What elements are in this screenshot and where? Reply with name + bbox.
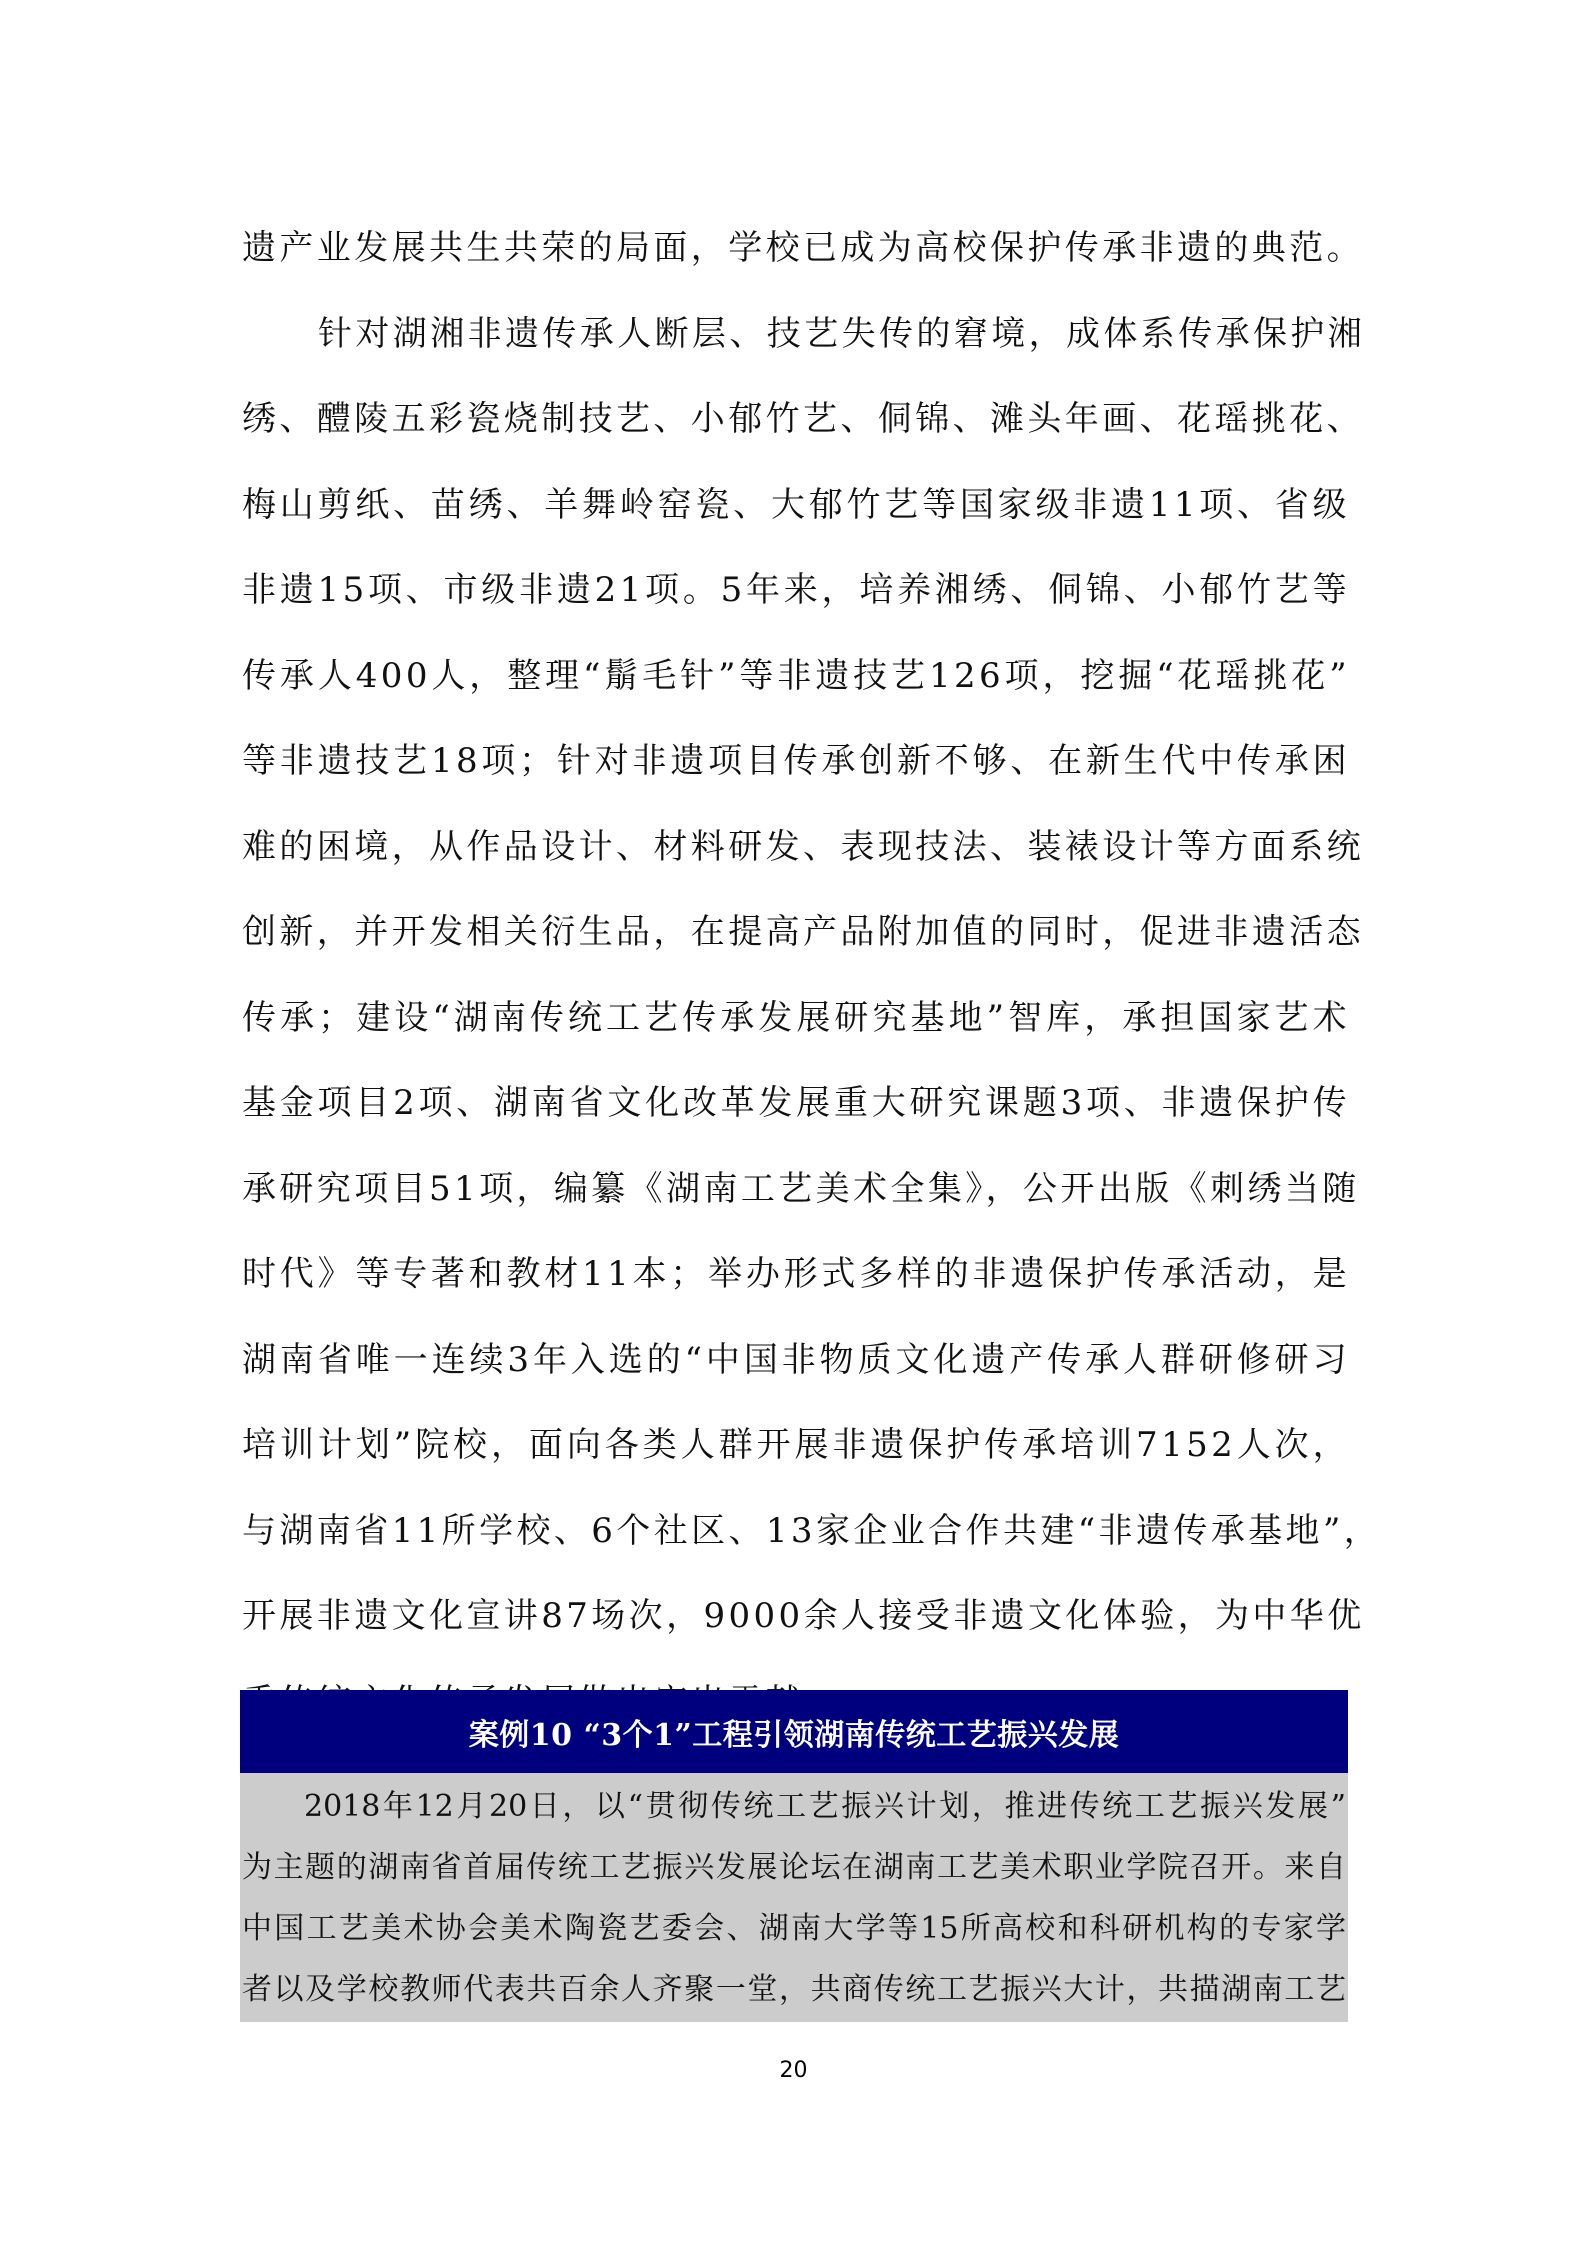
paragraph-line: 培训计划”院校，面向各类人群开展非遗保护传承培训7152人次， bbox=[242, 1425, 1350, 1465]
case-line: 中国工艺美术协会美术陶瓷艺委会、湖南大学等15所高校和科研机构的专家学 bbox=[242, 1911, 1346, 1946]
paragraph-line: 创新，并开发相关衍生品，在提高产品附加值的同时，促进非遗活态 bbox=[242, 912, 1364, 952]
case-line: 为主题的湖南省首届传统工艺振兴发展论坛在湖南工艺美术职业学院召开。来自 bbox=[242, 1850, 1346, 1885]
paragraph-line: 承研究项目51项，编纂《湖南工艺美术全集》，公开出版《刺绣当随 bbox=[242, 1168, 1360, 1209]
paragraph-line: 绣、醴陵五彩瓷烧制技艺、小郁竹艺、侗锦、滩头年画、花瑶挑花、 bbox=[242, 399, 1364, 439]
case-title-banner bbox=[240, 1690, 1348, 1773]
paragraph-line: 传承；建设“湖南传统工艺传承发展研究基地”智库，承担国家艺术 bbox=[242, 997, 1350, 1038]
paragraph-line: 遗产业发展共生共荣的局面，学校已成为高校保护传承非遗的典范。 bbox=[242, 228, 1364, 268]
paragraph-line: 针对湖湘非遗传承人断层、技艺失传的窘境，成体系传承保护湘 bbox=[318, 313, 1366, 354]
paragraph-line: 时代》等专著和教材11本；举办形式多样的非遗保护传承活动，是 bbox=[242, 1254, 1350, 1294]
paragraph-line: 与湖南省11所学校、6个社区、13家企业合作共建“非遗传承基地”， bbox=[242, 1510, 1382, 1551]
case-title: 案例10 “3个1”工程引领湖南传统工艺振兴发展 bbox=[468, 1717, 1120, 1753]
paragraph-line: 难的困境，从作品设计、材料研发、表现技法、装裱设计等方面系统 bbox=[242, 826, 1364, 867]
paragraph-line: 等非遗技艺18项；针对非遗项目传承创新不够、在新生代中传承困 bbox=[242, 741, 1350, 781]
paragraph-line: 基金项目2项、湖南省文化改革发展重大研究课题3项、非遗保护传 bbox=[242, 1083, 1350, 1123]
paragraph-line: 传承人400人，整理“鬅毛针”等非遗技艺126项，挖掘“花瑶挑花” bbox=[242, 655, 1350, 696]
case-line: 者以及学校教师代表共百余人齐聚一堂，共商传统工艺振兴大计，共描湖南工艺 bbox=[242, 1972, 1346, 2007]
paragraph-line: 非遗15项、市级非遗21项。5年来，培养湘绣、侗锦、小郁竹艺等 bbox=[242, 570, 1350, 610]
body-paragraphs bbox=[242, 206, 1382, 1745]
paragraph-line: 开展非遗文化宣讲87场次，9000余人接受非遗文化体验，为中华优 bbox=[242, 1596, 1365, 1636]
page-number: 20 bbox=[779, 2058, 808, 2083]
case-line: 2018年12月20日，以“贯彻传统工艺振兴计划，推进传统工艺振兴发展” bbox=[304, 1789, 1346, 1824]
case-content-text bbox=[242, 1776, 1346, 2020]
paragraph-line: 湖南省唯一连续3年入选的“中国非物质文化遗产传承人群研修研习 bbox=[242, 1339, 1350, 1380]
paragraph-line: 梅山剪纸、苗绣、羊舞岭窑瓷、大郁竹艺等国家级非遗11项、省级 bbox=[242, 484, 1350, 525]
